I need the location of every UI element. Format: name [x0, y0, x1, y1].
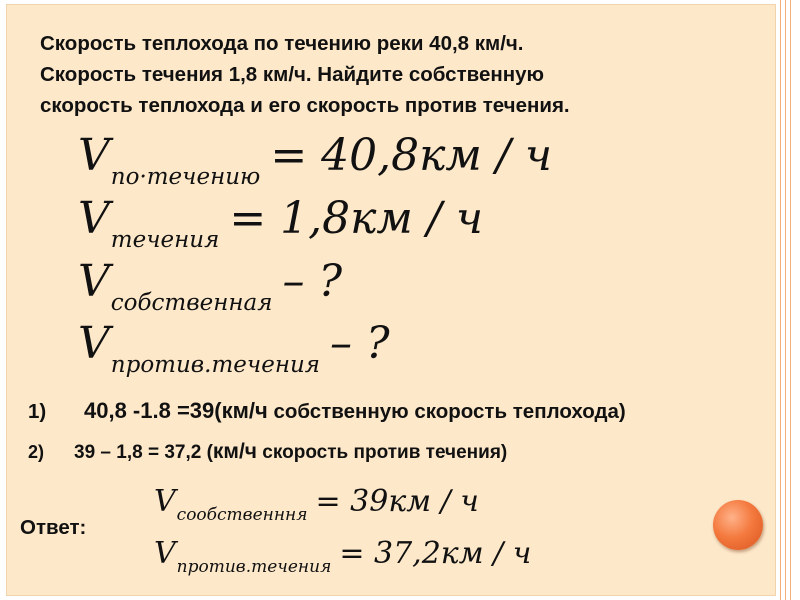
velocity-symbol: V — [78, 256, 110, 307]
equation-upstream-speed — [78, 318, 390, 378]
solution-step-1 — [28, 398, 626, 424]
equation-rhs: = 40,8км / ч — [270, 130, 553, 181]
velocity-symbol: V — [78, 318, 110, 369]
step-unit: (км/ч — [214, 398, 268, 423]
orange-circle-decoration — [713, 500, 763, 550]
step-comment: собственную скорость теплохода) — [267, 400, 626, 423]
decorative-edge-line — [785, 0, 786, 600]
step-unit: км/ч — [212, 440, 257, 463]
velocity-subscript: собственная — [110, 290, 273, 316]
equation-rhs: – ? — [330, 318, 390, 369]
velocity-symbol: V — [78, 130, 110, 181]
equation-rhs: = 39км / ч — [315, 484, 479, 519]
decorative-edge-line — [790, 0, 791, 600]
step-number: 1) — [28, 400, 47, 423]
solution-step-2 — [28, 440, 507, 464]
velocity-subscript: сообственння — [176, 505, 308, 525]
velocity-symbol: V — [154, 536, 176, 571]
step-expression: 39 – 1,8 = 37,2 ( — [74, 442, 213, 463]
equation-own-speed — [78, 256, 342, 316]
equation-current-speed — [78, 193, 483, 253]
problem-line: Скорость теплохода по течению реки 40,8 км/ч. — [40, 32, 524, 55]
velocity-subscript: против.течения — [110, 352, 321, 378]
equation-rhs: – ? — [282, 256, 343, 307]
velocity-subscript: против.течения — [176, 557, 332, 577]
answer-label: Ответ: — [20, 516, 87, 539]
decorative-edge-line — [780, 0, 781, 600]
step-expression: 40,8 -1.8 =39 — [84, 398, 215, 423]
problem-line: Скорость течения 1,8 км/ч. Найдите собственную — [40, 63, 545, 86]
answer-upstream-speed — [154, 536, 531, 577]
equation-rhs: = 1,8км / ч — [229, 193, 484, 244]
velocity-subscript: по·течению — [110, 164, 261, 190]
equation-rhs: = 37,2км / ч — [339, 536, 532, 571]
problem-statement — [40, 28, 740, 121]
problem-line: скорость теплохода и его скорость против течения. — [40, 94, 570, 117]
step-comment: скорость против течения) — [257, 442, 508, 463]
equation-downstream-speed — [78, 130, 552, 190]
answer-own-speed — [154, 484, 479, 525]
velocity-symbol: V — [78, 193, 110, 244]
velocity-subscript: течения — [110, 227, 220, 253]
step-number: 2) — [28, 442, 45, 462]
velocity-symbol: V — [154, 484, 176, 519]
